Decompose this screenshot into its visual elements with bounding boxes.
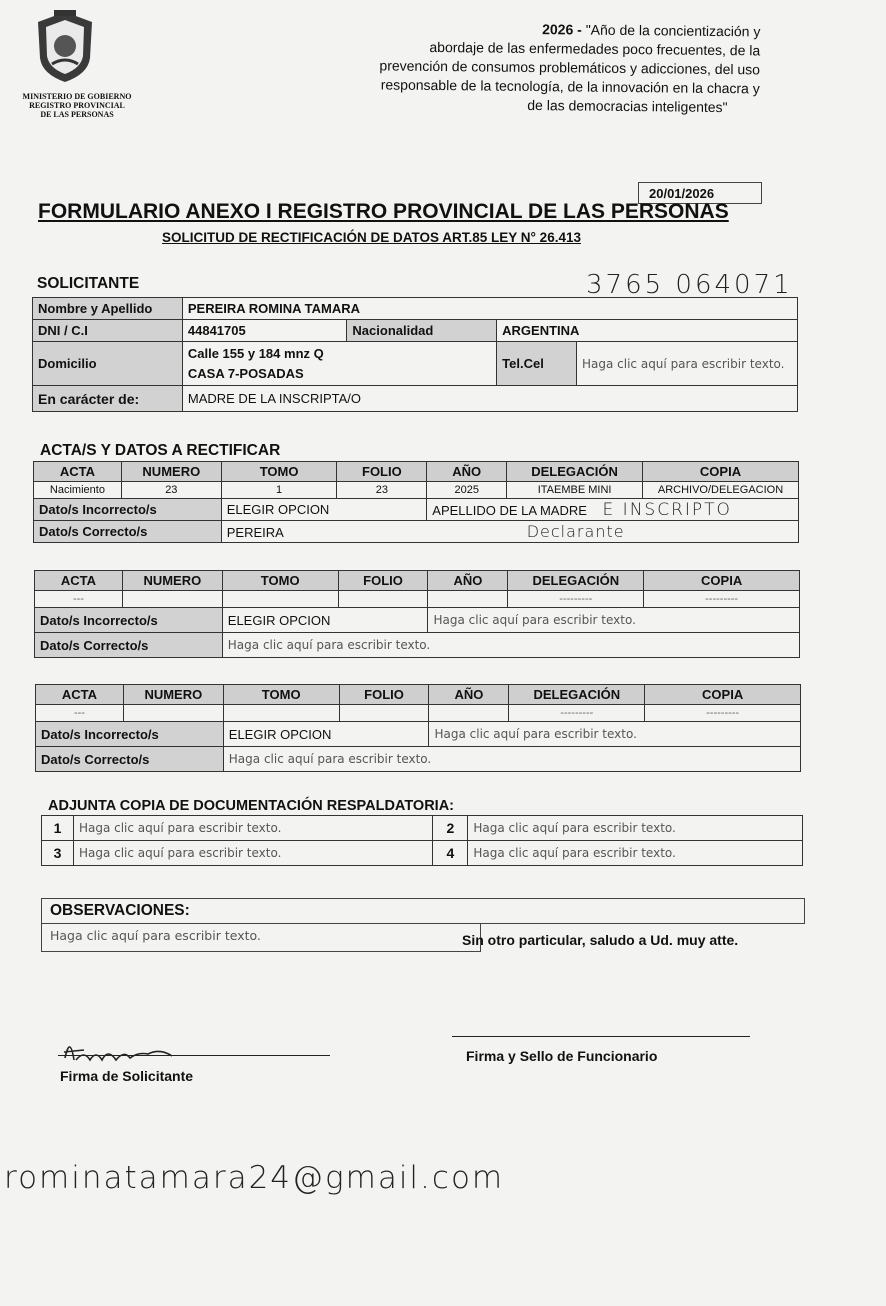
acta-type-field[interactable]: Nacimiento xyxy=(34,482,122,499)
applicant-signature-label: Firma de Solicitante xyxy=(60,1068,194,1084)
header-acta: ACTA xyxy=(36,685,124,705)
attachment-number: 1 xyxy=(42,816,74,841)
dni-field[interactable]: 44841705 xyxy=(182,320,347,342)
role-field[interactable]: MADRE DE LA INSCRIPTA/O xyxy=(182,386,797,412)
handwritten-phone-number: 3765 064071 xyxy=(586,270,793,300)
anio-field[interactable] xyxy=(428,591,508,608)
delegacion-field[interactable]: ITAEMBE MINI xyxy=(507,482,643,499)
acta-type-field[interactable]: --- xyxy=(35,591,123,608)
attachment-number: 2 xyxy=(433,816,468,841)
incorrect-data-label: Dato/s Incorrecto/s xyxy=(34,499,222,521)
observaciones-field[interactable]: Haga clic aquí para escribir texto. xyxy=(41,924,481,952)
header-anio: AÑO xyxy=(428,571,508,591)
observaciones-title-box xyxy=(41,898,805,924)
header-numero: NUMERO xyxy=(121,462,221,482)
header-delegacion: DELEGACIÓN xyxy=(508,571,644,591)
header-tomo: TOMO xyxy=(221,462,337,482)
attachment-number: 4 xyxy=(433,841,468,866)
phone-field[interactable]: Haga clic aquí para escribir texto. xyxy=(577,342,798,386)
incorrect-data-field[interactable]: APELLIDO DE LA MADRE E INSCRIPTO xyxy=(427,499,799,521)
header-folio: FOLIO xyxy=(338,571,428,591)
correct-data-label: Dato/s Correcto/s xyxy=(34,521,222,543)
name-field[interactable]: PEREIRA ROMINA TAMARA xyxy=(182,298,797,320)
dni-label: DNI / C.I xyxy=(33,320,183,342)
provincial-coat-of-arms-logo xyxy=(30,8,100,86)
tomo-field[interactable]: 1 xyxy=(221,482,337,499)
copia-field[interactable]: --------- xyxy=(645,705,801,722)
nationality-field[interactable]: ARGENTINA xyxy=(497,320,798,342)
attachment-field-3[interactable]: Haga clic aquí para escribir texto. xyxy=(73,841,433,866)
address-label: Domicilio xyxy=(33,342,183,386)
acta-block-1 xyxy=(33,461,799,543)
actas-section-title: ACTA/S Y DATOS A RECTIFICAR xyxy=(40,442,281,459)
name-label: Nombre y Apellido xyxy=(33,298,183,320)
incorrect-data-field[interactable]: Haga clic aquí para escribir texto. xyxy=(428,608,800,633)
closing-text: Sin otro particular, saludo a Ud. muy atte. xyxy=(462,932,739,948)
correct-data-label: Dato/s Correcto/s xyxy=(35,633,223,658)
handwritten-correct-note: Declarante xyxy=(526,522,625,541)
correct-data-field[interactable]: PEREIRA Declarante xyxy=(221,521,798,543)
year-motto: 2026 - "Año de la concientización y abordaje de las enfermedades poco frecuentes, de la prevención de consumos problemáticos y adicciones, del uso responsable de la tecnología, de la innovación en la chacra y de las democracias inteligentes" xyxy=(379,21,761,116)
correct-data-label: Dato/s Correcto/s xyxy=(36,747,224,772)
attachment-field-2[interactable]: Haga clic aquí para escribir texto. xyxy=(468,816,803,841)
adjunta-section-title: ADJUNTA COPIA DE DOCUMENTACIÓN RESPALDATORIA: xyxy=(48,798,454,814)
attachment-field-1[interactable]: Haga clic aquí para escribir texto. xyxy=(73,816,433,841)
official-signature-label: Firma y Sello de Funcionario xyxy=(466,1048,658,1064)
header-delegacion: DELEGACIÓN xyxy=(507,462,643,482)
handwritten-incorrect-note: E INSCRIPTO xyxy=(602,499,732,520)
delegacion-field[interactable]: --------- xyxy=(509,705,645,722)
header-anio: AÑO xyxy=(427,462,507,482)
adjunta-table xyxy=(41,815,803,866)
date-field[interactable]: 20/01/2026 xyxy=(638,182,762,204)
header-numero: NUMERO xyxy=(123,685,223,705)
handwritten-email: rominatamara24@gmail.com xyxy=(4,1160,505,1196)
header-delegacion: DELEGACIÓN xyxy=(509,685,645,705)
numero-field[interactable] xyxy=(123,705,223,722)
official-signature-line xyxy=(452,1036,750,1037)
header-tomo: TOMO xyxy=(223,685,339,705)
acta-block-3 xyxy=(35,684,801,772)
solicitante-section-title: SOLICITANTE xyxy=(37,275,140,292)
header-copia: COPIA xyxy=(645,685,801,705)
incorrect-data-label: Dato/s Incorrecto/s xyxy=(35,608,223,633)
header-acta: ACTA xyxy=(34,462,122,482)
numero-field[interactable]: 23 xyxy=(121,482,221,499)
incorrect-option-select[interactable]: ELEGIR OPCION xyxy=(221,499,427,521)
header-copia: COPIA xyxy=(643,462,799,482)
anio-field[interactable]: 2025 xyxy=(427,482,507,499)
observaciones-section-title: OBSERVACIONES: xyxy=(50,902,190,919)
header-acta: ACTA xyxy=(35,571,123,591)
form-title: FORMULARIO ANEXO I REGISTRO PROVINCIAL DE LAS PERSONAS xyxy=(38,200,729,223)
header-tomo: TOMO xyxy=(222,571,338,591)
acta-block-2 xyxy=(34,570,800,658)
header-folio: FOLIO xyxy=(337,462,427,482)
header-anio: AÑO xyxy=(429,685,509,705)
role-label: En carácter de: xyxy=(33,386,183,412)
correct-data-field[interactable]: Haga clic aquí para escribir texto. xyxy=(223,747,800,772)
nationality-label: Nacionalidad xyxy=(347,320,497,342)
header-numero: NUMERO xyxy=(122,571,222,591)
copia-field[interactable]: ARCHIVO/DELEGACION xyxy=(643,482,799,499)
address-field[interactable]: Calle 155 y 184 mnz Q CASA 7-POSADAS xyxy=(182,342,496,386)
applicant-signature-line xyxy=(58,1055,330,1056)
tomo-field[interactable] xyxy=(222,591,338,608)
form-subtitle: SOLICITUD DE RECTIFICACIÓN DE DATOS ART.85 LEY N° 26.413 xyxy=(162,230,581,245)
folio-field[interactable] xyxy=(338,591,428,608)
ministry-name: MINISTERIO DE GOBIERNO REGISTRO PROVINCIAL DE LAS PERSONAS xyxy=(22,92,132,119)
header-copia: COPIA xyxy=(644,571,800,591)
correct-data-field[interactable]: Haga clic aquí para escribir texto. xyxy=(222,633,799,658)
applicant-signature xyxy=(60,1030,180,1070)
acta-type-field[interactable]: --- xyxy=(36,705,124,722)
copia-field[interactable]: --------- xyxy=(644,591,800,608)
incorrect-data-field[interactable]: Haga clic aquí para escribir texto. xyxy=(429,722,801,747)
header-folio: FOLIO xyxy=(339,685,429,705)
incorrect-option-select[interactable]: ELEGIR OPCION xyxy=(223,722,429,747)
attachment-field-4[interactable]: Haga clic aquí para escribir texto. xyxy=(468,841,803,866)
anio-field[interactable] xyxy=(429,705,509,722)
attachment-number: 3 xyxy=(42,841,74,866)
tomo-field[interactable] xyxy=(223,705,339,722)
solicitante-table xyxy=(32,297,798,412)
incorrect-option-select[interactable]: ELEGIR OPCION xyxy=(222,608,428,633)
folio-field[interactable]: 23 xyxy=(337,482,427,499)
folio-field[interactable] xyxy=(339,705,429,722)
delegacion-field[interactable]: --------- xyxy=(508,591,644,608)
incorrect-data-label: Dato/s Incorrecto/s xyxy=(36,722,224,747)
phone-label: Tel.Cel xyxy=(497,342,577,386)
numero-field[interactable] xyxy=(122,591,222,608)
